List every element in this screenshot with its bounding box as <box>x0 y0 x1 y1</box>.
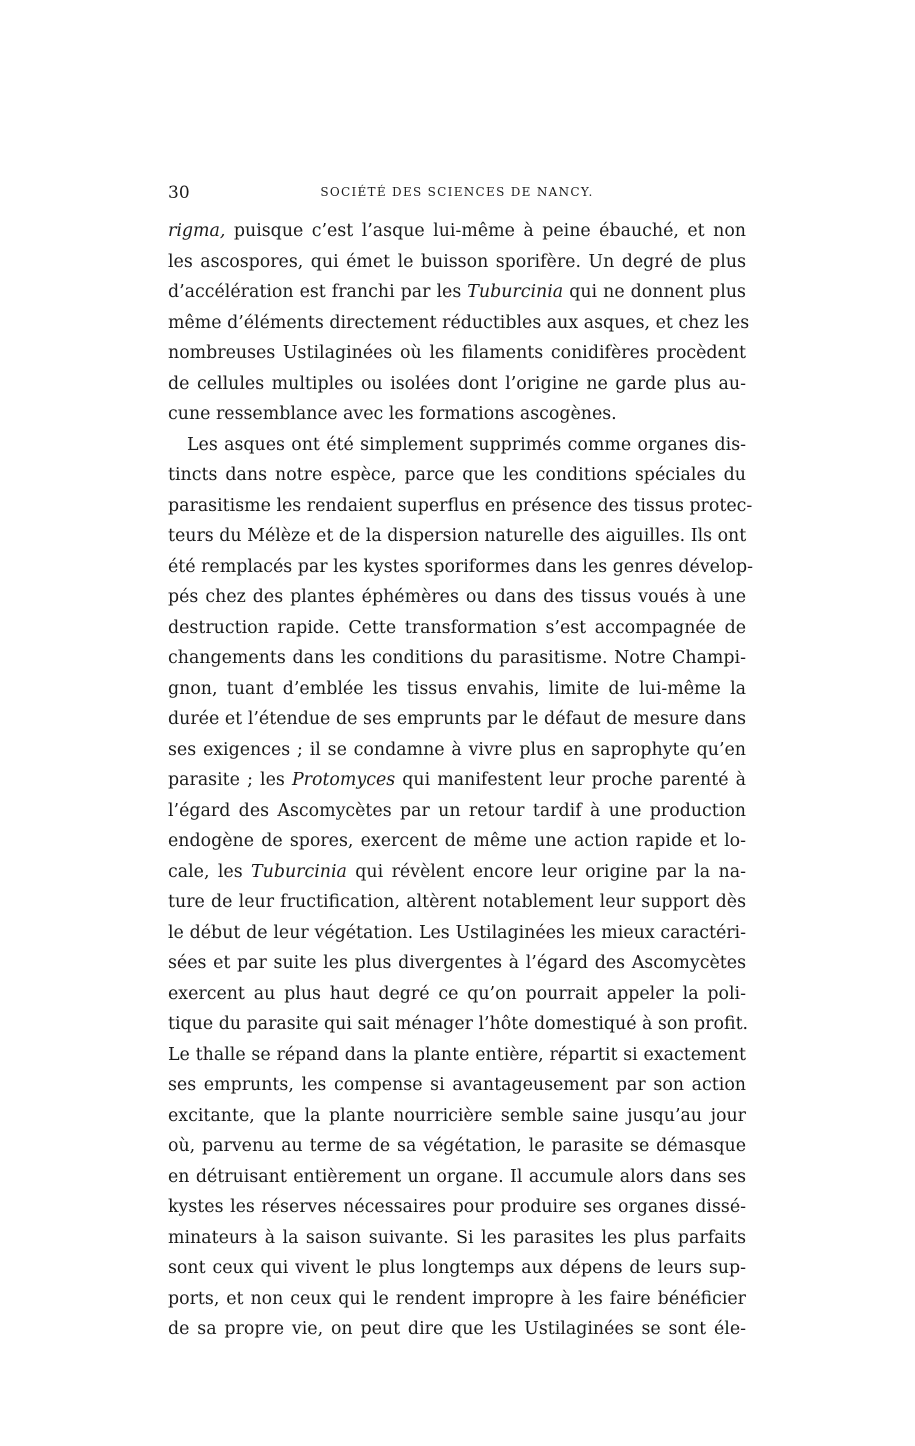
text-segment: même d’éléments directement réductibles aux asques, et chez les <box>168 312 750 333</box>
text-segment: gnon, tuant d’emblée les tissus envahis, limite de lui-même la <box>168 678 746 699</box>
text-line <box>168 826 746 857</box>
text-line <box>168 979 746 1010</box>
text-line <box>168 552 753 583</box>
text-line <box>168 277 746 308</box>
text-line <box>168 216 746 247</box>
text-line <box>168 1131 746 1162</box>
text-segment: sées et par suite les plus divergentes à l’égard des Ascomycètes <box>168 953 746 973</box>
text-segment: en détruisant entièrement un organe. Il accumule alors dans ses <box>168 1166 746 1187</box>
text-segment: kystes les réserves nécessaires pour produire ses organes dissé- <box>168 1197 746 1217</box>
text-segment: qui ne donnent plus <box>563 282 746 302</box>
page-header <box>168 183 746 203</box>
text-segment: d’accélération est franchi par les <box>168 282 468 302</box>
text-segment: Les asques ont été simplement supprimés comme organes dis- <box>187 434 746 455</box>
text-line <box>168 704 746 735</box>
text-segment: ses emprunts, les compense si avantageusement par son action <box>168 1075 746 1095</box>
text-line <box>168 491 753 522</box>
text-segment: où, parvenu au terme de sa végétation, le parasite se démasque <box>168 1136 746 1156</box>
text-line <box>168 1314 746 1345</box>
text-line <box>168 1192 746 1223</box>
text-segment: sont ceux qui vivent le plus longtemps aux dépens de leurs sup- <box>168 1258 746 1278</box>
text-segment: cune ressemblance avec les formations ascogènes. <box>168 404 617 424</box>
text-segment: endogène de spores, exercent de même une action rapide et lo- <box>168 831 746 851</box>
text-segment: minateurs à la saison suivante. Si les parasites les plus parfaits <box>168 1227 746 1248</box>
text-line <box>168 796 746 827</box>
text-line <box>168 582 746 613</box>
text-line <box>168 674 746 705</box>
text-line <box>168 521 746 552</box>
text-line <box>168 338 746 369</box>
running-head: SOCIÉTÉ DES SCIENCES DE NANCY. <box>320 185 594 199</box>
text-segment: qui manifestent leur proche parenté à <box>395 770 746 790</box>
text-line <box>168 1040 746 1071</box>
italic-term: rigma, <box>168 221 226 241</box>
text-line <box>168 948 746 979</box>
text-segment: pés chez des plantes éphémères ou dans des tissus voués à une <box>168 587 746 607</box>
text-line <box>168 1223 746 1254</box>
text-line <box>168 918 746 949</box>
text-segment: cale, les <box>168 861 252 882</box>
text-segment: tique du parasite qui sait ménager l’hôte domestiqué à son profit. <box>168 1014 749 1034</box>
text-segment: de sa propre vie, on peut dire que les Ustilaginées se sont éle- <box>168 1319 746 1339</box>
text-line <box>168 857 746 888</box>
text-segment: été remplacés par les kystes sporiformes dans les genres dévelop- <box>168 556 753 577</box>
text-segment: parasitisme les rendaient superflus en présence des tissus protec- <box>168 495 753 516</box>
text-segment: les ascospores, qui émet le buisson sporifère. Un degré de plus <box>168 251 746 272</box>
text-segment: l’égard des Ascomycètes par un retour tardif à une production <box>168 800 746 821</box>
text-segment: le début de leur végétation. Les Ustilaginées les mieux caractéri- <box>168 922 746 943</box>
text-segment: parasite ; les <box>168 770 292 790</box>
text-line <box>168 247 746 278</box>
text-line <box>168 643 746 674</box>
italic-term: Protomyces <box>291 770 396 790</box>
text-line <box>168 430 746 461</box>
text-segment: puisque c’est l’asque lui-même à peine ébauché, et non <box>225 221 746 241</box>
text-line <box>168 735 746 766</box>
text-segment: ture de leur fructification, altèrent notablement leur support dès <box>168 892 746 912</box>
text-segment: changements dans les conditions du parasitisme. Notre Champi- <box>168 648 746 668</box>
italic-term: Tuburcinia <box>251 861 347 882</box>
text-segment: exercent au plus haut degré ce qu’on pourrait appeler la poli- <box>168 983 746 1004</box>
text-line <box>168 460 746 491</box>
text-line <box>168 1070 746 1101</box>
text-segment: excitante, que la plante nourricière semble saine jusqu’au jour <box>168 1105 746 1126</box>
text-line <box>168 1253 746 1284</box>
text-line <box>168 1162 746 1193</box>
text-segment: durée et l’étendue de ses emprunts par le défaut de mesure dans <box>168 709 746 729</box>
text-line <box>168 1009 749 1040</box>
text-line <box>168 765 746 796</box>
text-segment: qui révèlent encore leur origine par la na- <box>346 861 746 882</box>
text-segment: ports, et non ceux qui le rendent impropre à les faire bénéficier <box>168 1288 746 1309</box>
text-segment: nombreuses Ustilaginées où les filaments conidifères procèdent <box>168 343 746 363</box>
text-segment: teurs du Mélèze et de la dispersion naturelle des aiguilles. Ils ont <box>168 526 747 546</box>
text-segment: de cellules multiples ou isolées dont l’origine ne garde plus au- <box>168 373 746 394</box>
text-line <box>168 399 746 430</box>
text-line <box>168 369 746 400</box>
text-line <box>168 887 746 918</box>
text-line <box>168 613 746 644</box>
text-segment: Le thalle se répand dans la plante entière, répartit si exactement <box>168 1044 746 1065</box>
page-number: 30 <box>168 183 190 203</box>
text-segment: ses exigences ; il se condamne à vivre plus en saprophyte qu’en <box>168 739 746 760</box>
body-text <box>168 216 753 1345</box>
text-line <box>168 1284 746 1315</box>
text-segment: tincts dans notre espèce, parce que les conditions spéciales du <box>168 465 746 485</box>
text-line <box>168 1101 746 1132</box>
text-segment: destruction rapide. Cette transformation s’est accompagnée de <box>168 617 746 638</box>
text-line <box>168 308 750 339</box>
italic-term: Tuburcinia <box>467 282 564 302</box>
